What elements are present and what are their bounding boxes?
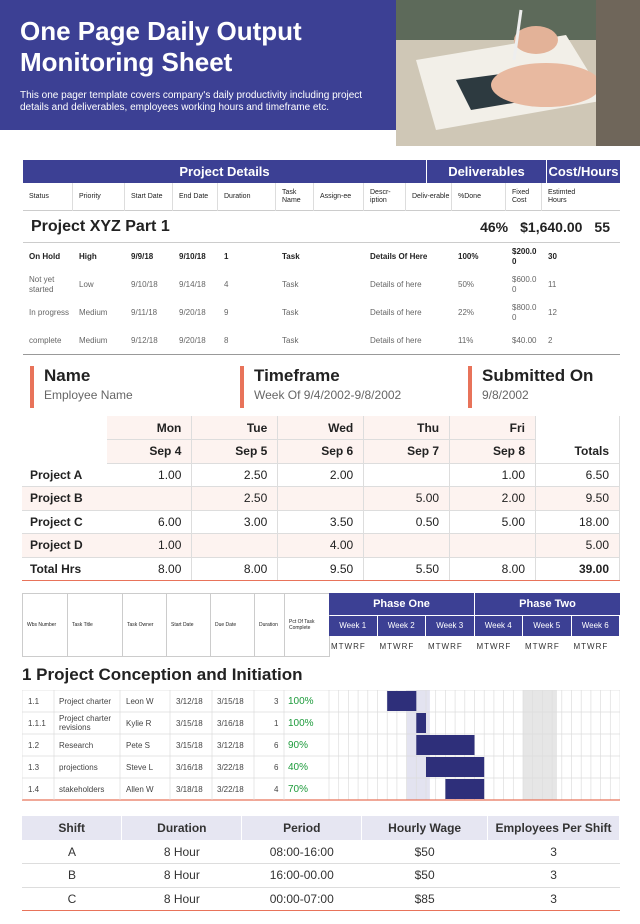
project-cell-hours: 30 bbox=[548, 252, 557, 261]
gantt-task-due: 3/15/18 bbox=[217, 697, 244, 706]
page-title: One Page Daily Output Monitoring Sheet bbox=[20, 16, 302, 77]
hours-cell: 3.50 bbox=[278, 510, 364, 534]
shift-row bbox=[22, 887, 620, 911]
hours-cell: 2.00 bbox=[450, 487, 536, 511]
gantt-task-row bbox=[22, 778, 329, 800]
gantt-task-start: 3/15/18 bbox=[176, 719, 203, 728]
project-cell-desc: Details of here bbox=[370, 308, 422, 317]
hours-cell: 2.00 bbox=[278, 463, 364, 487]
gantt-task-title: Project charter bbox=[59, 697, 112, 706]
project-row bbox=[23, 327, 620, 355]
project-cell-status: On Hold bbox=[29, 252, 61, 261]
col-done: %Done bbox=[452, 183, 506, 211]
submitted-block bbox=[468, 366, 593, 408]
hours-row bbox=[22, 510, 620, 534]
project-cell-task: Task bbox=[282, 308, 299, 317]
project-cell-task: Task bbox=[282, 280, 299, 289]
gantt-task-wbs: 1.1 bbox=[28, 697, 40, 706]
project-name: Project XYZ Part 1 bbox=[31, 217, 170, 235]
project-cell-duration: 8 bbox=[224, 335, 229, 345]
project-cell-priority: Medium bbox=[79, 335, 108, 345]
project-cell-start: 9/9/18 bbox=[131, 252, 154, 261]
timeframe-label: Timeframe bbox=[254, 366, 340, 385]
week-day-letters: MTWRF bbox=[476, 642, 512, 651]
gantt-task-title: Research bbox=[59, 741, 94, 750]
hours-day-header: Mon bbox=[107, 416, 192, 440]
shift-cell: 8 Hour bbox=[122, 887, 242, 911]
col-deliverable: Deliv-erable bbox=[406, 183, 452, 211]
gantt-task-title: stakeholders bbox=[59, 785, 105, 794]
hours-date-header: Sep 7 bbox=[364, 440, 450, 464]
project-table-band bbox=[23, 160, 620, 183]
project-cell-task: Task bbox=[282, 252, 300, 261]
hours-row-label: Project C bbox=[22, 510, 107, 534]
info-row bbox=[30, 366, 630, 408]
shift-cell: B bbox=[22, 864, 122, 888]
hours-date-header: Sep 4 bbox=[107, 440, 192, 464]
gantt-task-row bbox=[22, 690, 329, 712]
gantt-col-wbs: Wbs Number bbox=[23, 594, 68, 656]
shift-cell: $50 bbox=[362, 864, 488, 888]
project-cell-end: 9/20/18 bbox=[179, 308, 206, 317]
shift-cell: $85 bbox=[362, 887, 488, 911]
gantt-task-owner: Kylie R bbox=[126, 719, 152, 728]
gantt-task-wbs: 1.1.1 bbox=[28, 719, 46, 728]
gantt-task-start: 3/18/18 bbox=[176, 785, 203, 794]
shift-header: Hourly Wage bbox=[362, 816, 488, 840]
hours-row-label: Project D bbox=[22, 534, 107, 558]
project-cell-desc: Details of here bbox=[370, 335, 422, 345]
hours-day-row bbox=[22, 416, 620, 440]
hours-totals-header: Totals bbox=[536, 440, 620, 464]
project-cell-status: complete bbox=[29, 335, 62, 345]
page-subtitle: This one pager template covers company's daily productivity including project details and deliverables, employees working hours and timeframe etc. bbox=[20, 90, 363, 113]
project-rows bbox=[23, 243, 620, 355]
hours-date-row bbox=[22, 440, 620, 464]
gantt-task-duration: 1 bbox=[274, 719, 279, 728]
col-est-hours: Estimted Hours bbox=[548, 188, 576, 204]
gantt-bar bbox=[387, 691, 416, 711]
week-header: Week 4 bbox=[475, 616, 523, 636]
hours-corner-right bbox=[536, 416, 620, 440]
shift-header: Shift bbox=[22, 816, 122, 840]
project-done: 46% bbox=[480, 218, 509, 235]
shift-cell: 3 bbox=[488, 840, 620, 864]
col-fixed-cost: Fixed Cost bbox=[506, 183, 542, 211]
gantt-task-owner: Leon W bbox=[126, 697, 154, 706]
name-block bbox=[30, 366, 133, 408]
project-cell-cost: $40.00 bbox=[512, 335, 537, 345]
hours-cell: 9.50 bbox=[278, 557, 364, 581]
gantt-task-row bbox=[22, 734, 329, 756]
hours-cell bbox=[364, 463, 450, 487]
hours-cell bbox=[450, 534, 536, 558]
hours-cell bbox=[192, 534, 278, 558]
week-header: Week 2 bbox=[378, 616, 426, 636]
gantt-col-owner: Task Owner bbox=[123, 594, 167, 656]
hours-corner bbox=[22, 416, 107, 440]
project-row bbox=[23, 299, 620, 327]
shift-cell: 3 bbox=[488, 887, 620, 911]
gantt-task-wbs: 1.2 bbox=[28, 741, 40, 750]
project-cell-task: Task bbox=[282, 335, 299, 345]
gantt-col-duration: Duration bbox=[255, 594, 285, 656]
timeframe-value: Week Of 9/4/2002-9/8/2002 bbox=[254, 388, 402, 402]
hours-day-header: Tue bbox=[192, 416, 278, 440]
shift-table bbox=[22, 816, 620, 911]
col-duration: Duration bbox=[218, 183, 276, 211]
header-photo bbox=[396, 0, 640, 146]
gantt-task-start: 3/12/18 bbox=[176, 697, 203, 706]
shift-cell: 3 bbox=[488, 864, 620, 888]
gantt-task-owner: Pete S bbox=[126, 741, 151, 750]
name-label: Name bbox=[44, 366, 91, 385]
week-header: Week 3 bbox=[426, 616, 474, 636]
gantt-task-owner: Steve L bbox=[126, 763, 154, 772]
gantt-section-title: 1 Project Conception and Initiation bbox=[22, 665, 303, 684]
project-summary-row bbox=[23, 211, 620, 243]
gantt-task-due: 3/16/18 bbox=[217, 719, 244, 728]
gantt-task-title: projections bbox=[59, 763, 98, 772]
gantt-task-row bbox=[22, 712, 329, 734]
col-start-date: Start Date bbox=[125, 183, 173, 211]
shift-cell: 08:00-16:00 bbox=[242, 840, 362, 864]
week-header: Week 5 bbox=[523, 616, 571, 636]
gantt-task-start: 3/16/18 bbox=[176, 763, 203, 772]
gantt-col-pct: Pct Of Task Complete bbox=[285, 594, 330, 656]
hours-cell: 4.00 bbox=[278, 534, 364, 558]
week-header: Week 1 bbox=[329, 616, 377, 636]
hours-cell bbox=[278, 487, 364, 511]
col-priority: Priority bbox=[73, 183, 125, 211]
submitted-value: 9/8/2002 bbox=[482, 388, 529, 402]
hours-row bbox=[22, 487, 620, 511]
hours-cell: 1.00 bbox=[450, 463, 536, 487]
gantt-task-wbs: 1.3 bbox=[28, 763, 40, 772]
project-cell-hours: 12 bbox=[548, 308, 557, 317]
project-cell-desc: Details Of Here bbox=[370, 252, 428, 261]
shift-cell: 00:00-07:00 bbox=[242, 887, 362, 911]
gantt-task-row bbox=[22, 756, 329, 778]
gantt-col-due: Due Date bbox=[211, 594, 255, 656]
project-hours: 55 bbox=[594, 218, 610, 235]
gantt-task-due: 3/12/18 bbox=[217, 741, 244, 750]
hours-cell: 2.50 bbox=[192, 487, 278, 511]
hours-cell: 8.00 bbox=[450, 557, 536, 581]
gantt-task-pct: 100% bbox=[288, 718, 314, 729]
hours-date-header: Sep 8 bbox=[450, 440, 536, 464]
hours-cell: 1.00 bbox=[107, 534, 192, 558]
project-row bbox=[23, 243, 620, 271]
hours-cell: 6.00 bbox=[107, 510, 192, 534]
hours-cell: 0.50 bbox=[364, 510, 450, 534]
project-cost: $1,640.00 bbox=[520, 218, 583, 235]
shift-cell: A bbox=[22, 840, 122, 864]
hours-row-total: 6.50 bbox=[536, 463, 620, 487]
gantt-bar bbox=[416, 735, 474, 755]
hours-cell bbox=[364, 534, 450, 558]
gantt-bar bbox=[426, 757, 484, 777]
project-cell-start: 9/12/18 bbox=[131, 335, 158, 345]
hours-row-total: 18.00 bbox=[536, 510, 620, 534]
col-description: Descr-iption bbox=[364, 183, 406, 211]
hours-corner bbox=[22, 440, 107, 464]
name-value: Employee Name bbox=[44, 388, 133, 402]
cost-hours-heading: Cost/Hours bbox=[546, 160, 620, 183]
col-status: Status bbox=[23, 183, 73, 211]
project-cell-start: 9/11/18 bbox=[131, 308, 158, 317]
gantt-task-due: 3/22/18 bbox=[217, 785, 244, 794]
gantt-task-duration: 6 bbox=[274, 741, 279, 750]
shift-cell: C bbox=[22, 887, 122, 911]
project-cell-hours: 11 bbox=[548, 280, 557, 289]
gantt-col-title: Task Title bbox=[68, 594, 123, 656]
project-table-columns bbox=[23, 183, 620, 211]
week-day-letters: MTWRF bbox=[331, 642, 366, 651]
shift-header: Period bbox=[242, 816, 362, 840]
hours-cell: 8.00 bbox=[107, 557, 192, 581]
project-row bbox=[23, 271, 620, 299]
gantt-task-pct: 90% bbox=[288, 740, 309, 751]
shift-cell: 16:00-00.00 bbox=[242, 864, 362, 888]
project-cell-done: 100% bbox=[458, 252, 479, 261]
gantt-task-pct: 100% bbox=[288, 696, 314, 707]
hours-row-label: Total Hrs bbox=[22, 557, 107, 581]
col-assignee: Assign-ee bbox=[314, 183, 364, 211]
project-cell-status: Not yet started bbox=[29, 275, 55, 294]
hours-cell: 5.00 bbox=[450, 510, 536, 534]
project-cell-end: 9/10/18 bbox=[179, 252, 206, 261]
project-cell-done: 22% bbox=[458, 308, 475, 317]
project-cell-priority: High bbox=[79, 252, 97, 261]
shift-cell: 8 Hour bbox=[122, 864, 242, 888]
gantt-task-pct: 40% bbox=[288, 762, 309, 773]
hours-row bbox=[22, 534, 620, 558]
project-cell-end: 9/20/18 bbox=[179, 335, 206, 345]
gantt-task-due: 3/22/18 bbox=[217, 763, 244, 772]
gantt-task-duration: 6 bbox=[274, 763, 279, 772]
gantt-task-duration: 4 bbox=[274, 785, 279, 794]
gantt-col-start: Start Date bbox=[167, 594, 211, 656]
gantt-task-title: Project charter revisions bbox=[59, 714, 112, 732]
col-task-name: Task Name bbox=[276, 183, 314, 211]
phase-one-heading: Phase One bbox=[329, 593, 474, 615]
project-details-table bbox=[23, 160, 620, 355]
shift-header-row bbox=[22, 816, 620, 840]
project-cell-done: 50% bbox=[458, 280, 475, 289]
project-cell-start: 9/10/18 bbox=[131, 280, 158, 289]
shift-cell: 8 Hour bbox=[122, 840, 242, 864]
hours-cell: 8.00 bbox=[192, 557, 278, 581]
project-cell-priority: Low bbox=[79, 280, 94, 289]
hours-date-header: Sep 5 bbox=[192, 440, 278, 464]
col-end-date: End Date bbox=[173, 183, 218, 211]
hours-row-label: Project A bbox=[22, 463, 107, 487]
shift-header: Duration bbox=[122, 816, 242, 840]
deliverables-heading: Deliverables bbox=[426, 160, 546, 183]
week-header: Week 6 bbox=[572, 616, 620, 636]
hours-date-header: Sep 6 bbox=[278, 440, 364, 464]
project-cell-done: 11% bbox=[458, 335, 474, 345]
shift-header: Employees Per Shift bbox=[488, 816, 620, 840]
week-day-letters: MTWRF bbox=[379, 642, 415, 651]
project-cell-end: 9/14/18 bbox=[179, 280, 206, 289]
project-cell-cost: $200.0 0 bbox=[512, 247, 537, 266]
hours-row-total: 5.00 bbox=[536, 534, 620, 558]
gantt-bar bbox=[416, 713, 426, 733]
project-cell-cost: $800.0 0 bbox=[512, 303, 537, 322]
phase-two-heading: Phase Two bbox=[475, 593, 620, 615]
project-details-heading: Project Details bbox=[179, 164, 270, 179]
gantt-columns bbox=[22, 593, 330, 657]
week-day-letters: MTWRF bbox=[573, 642, 609, 651]
hours-cell: 3.00 bbox=[192, 510, 278, 534]
hours-cell: 5.00 bbox=[364, 487, 450, 511]
hours-row-total: 9.50 bbox=[536, 487, 620, 511]
gantt-header bbox=[22, 593, 620, 657]
week-day-letters: MTWRF bbox=[525, 642, 560, 651]
gantt-task-wbs: 1.4 bbox=[28, 785, 40, 794]
submitted-label: Submitted On bbox=[482, 366, 594, 385]
gantt-task-start: 3/15/18 bbox=[176, 741, 203, 750]
shift-row bbox=[22, 840, 620, 864]
hours-day-header: Thu bbox=[364, 416, 450, 440]
gantt-task-pct: 70% bbox=[288, 784, 309, 795]
hours-row-label: Project B bbox=[22, 487, 107, 511]
hours-row bbox=[22, 557, 620, 581]
hours-cell: 2.50 bbox=[192, 463, 278, 487]
hours-table bbox=[22, 416, 620, 581]
project-cell-cost: $600.0 0 bbox=[512, 275, 537, 294]
hours-row-total: 39.00 bbox=[536, 557, 620, 581]
gantt-task-owner: Allen W bbox=[126, 785, 154, 794]
project-cell-status: In progress bbox=[29, 308, 70, 317]
hours-row bbox=[22, 463, 620, 487]
project-cell-duration: 1 bbox=[224, 252, 229, 261]
project-cell-priority: Medium bbox=[79, 308, 108, 317]
project-cell-duration: 4 bbox=[224, 280, 229, 289]
hours-day-header: Wed bbox=[278, 416, 364, 440]
project-cell-desc: Details of here bbox=[370, 280, 422, 289]
project-cell-hours: 2 bbox=[548, 335, 553, 345]
shift-cell: $50 bbox=[362, 840, 488, 864]
timeframe-block bbox=[240, 366, 401, 408]
hours-day-header: Fri bbox=[450, 416, 536, 440]
project-cell-duration: 9 bbox=[224, 308, 229, 317]
gantt-task-duration: 3 bbox=[274, 697, 279, 706]
shift-row bbox=[22, 864, 620, 888]
header-banner bbox=[0, 0, 396, 130]
gantt-bar bbox=[445, 779, 484, 799]
hours-cell: 1.00 bbox=[107, 463, 192, 487]
hours-cell: 5.50 bbox=[364, 557, 450, 581]
week-day-letters: MTWRF bbox=[428, 642, 463, 651]
hours-cell bbox=[107, 487, 192, 511]
